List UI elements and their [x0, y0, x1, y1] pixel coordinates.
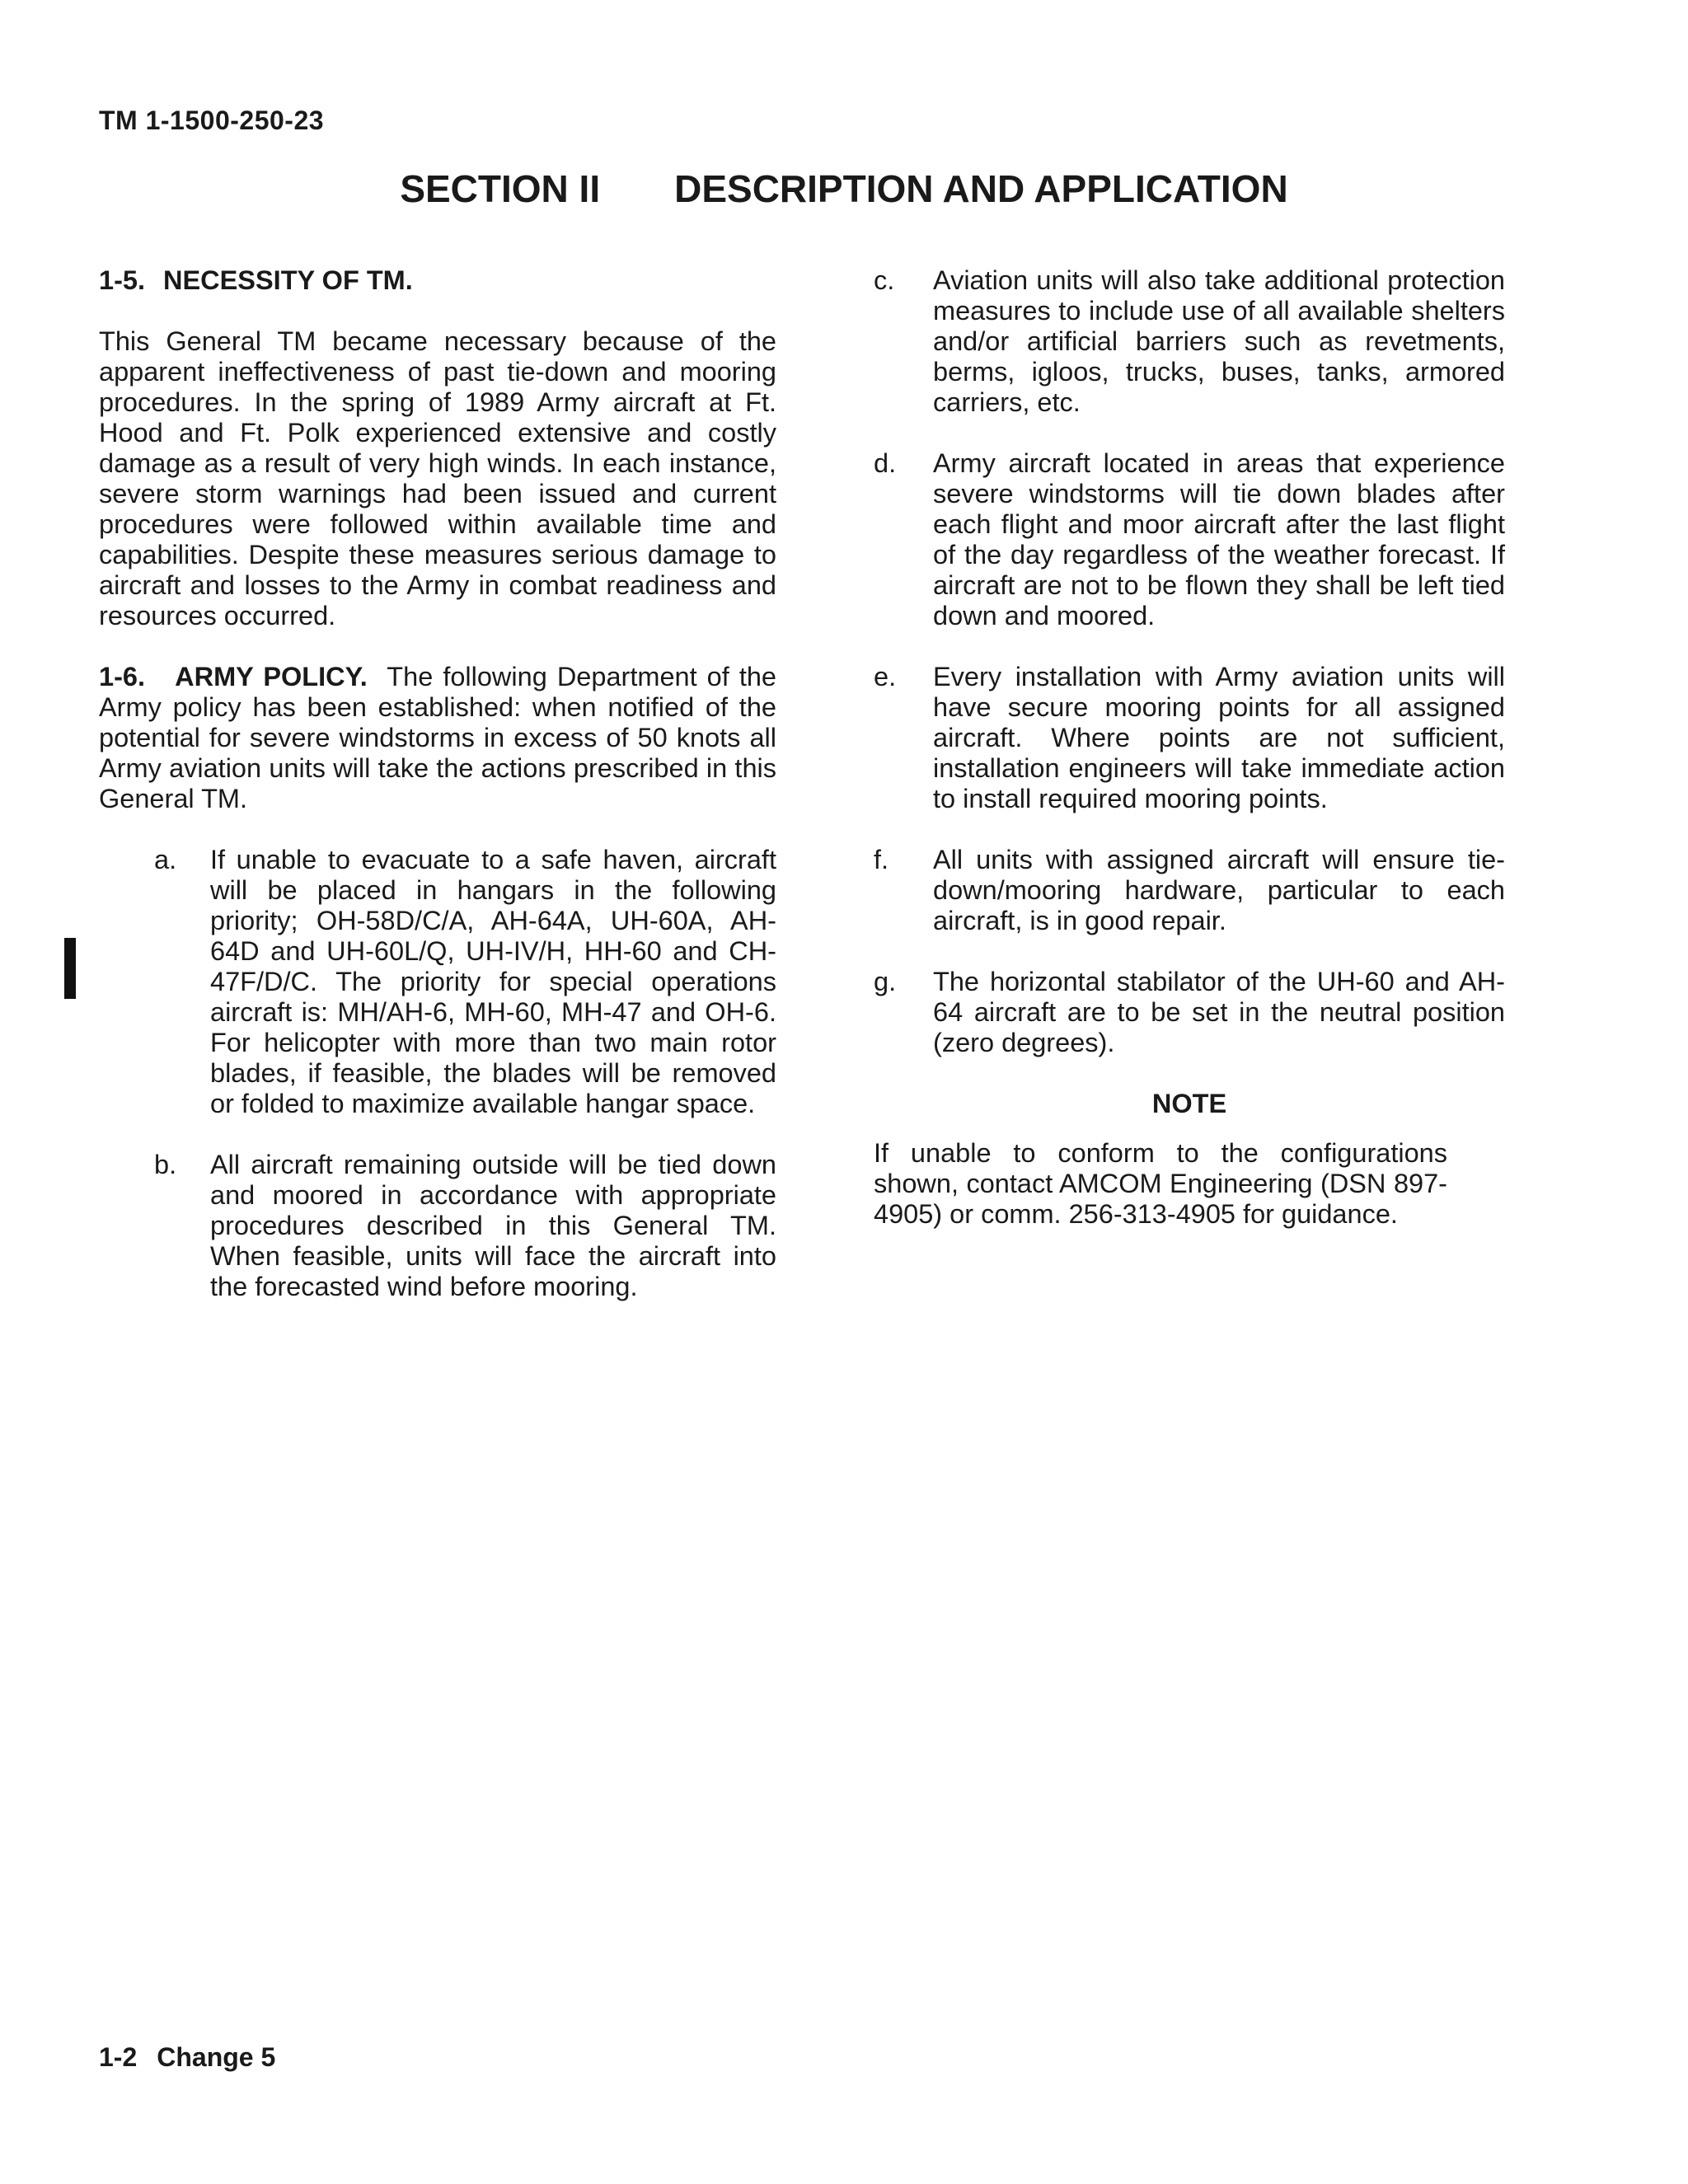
note-body: If unable to conform to the configurations shown, contact AMCOM Engineering (DSN 897-4905) or comm. 256-313-4905 for guidance.	[874, 1138, 1447, 1229]
list-item-text: If unable to evacuate to a safe haven, aircraft will be placed in hangars in the following priority; OH-58D/C/A, AH-64A, UH-60A, AH-64D and UH-60L/Q, UH-IV/H, HH-60 and CH-47F/D/C. The priority for special operations aircraft is: MH/AH-6, MH-60, MH-47 and OH-6. For helicopter with more than two main rotor blades, if feasible, the blades will be removed or folded to maximize available hangar space.	[210, 845, 776, 1118]
section-heading: DESCRIPTION AND APPLICATION	[674, 167, 1288, 210]
list-item-c	[874, 265, 1505, 418]
list-item-d	[874, 448, 1505, 631]
list-item-label: e.	[874, 662, 897, 691]
list-item-b	[99, 1150, 776, 1302]
list-item-text: All aircraft remaining outside will be tied down and moored in accordance with appropriate procedures described in this General TM. When feasible, units will face the aircraft into the forecasted wind before mooring.	[210, 1150, 776, 1301]
left-column	[99, 265, 776, 1302]
list-item-label: b.	[154, 1150, 177, 1179]
list-item-e	[874, 662, 1505, 814]
list-item-label: a.	[154, 845, 177, 874]
list-item-text: All units with assigned aircraft will ensure tie-down/mooring hardware, particular to each aircraft, is in good repair.	[933, 845, 1505, 935]
paragraph-title: ARMY POLICY.	[175, 662, 368, 691]
paragraph-title: NECESSITY OF TM.	[163, 265, 413, 295]
paragraph-number: 1-6.	[99, 662, 146, 691]
list-item-label: d.	[874, 448, 897, 478]
paragraph-1-5-heading	[99, 265, 776, 296]
list-item-a	[99, 845, 776, 1119]
list-item-text: Army aircraft located in areas that experience severe windstorms will tie down blades after each flight and moor aircraft after the last flight of the day regardless of the weather forecast. If aircraft are not to be flown they shall be left tied down and moored.	[933, 448, 1505, 630]
list-item-label: g.	[874, 967, 897, 996]
note-heading: NOTE	[1151, 1089, 1227, 1118]
page-footer	[99, 2042, 275, 2073]
page-number: 1-2	[99, 2042, 138, 2072]
paragraph-1-5-body: This General TM became necessary because of the apparent ineffectiveness of past tie-down and mooring procedures. In the spring of 1989 Army aircraft at Ft. Hood and Ft. Polk experienced extensive and costly damage as a result of very high winds. In each instance, severe storm warnings had been issued and current procedures were followed within available time and capabilities. Despite these measures serious damage to aircraft and losses to the Army in combat readiness and resources occurred.	[99, 326, 776, 630]
list-item-text: The horizontal stabilator of the UH-60 and AH-64 aircraft are to be set in the neutral position (zero degrees).	[933, 967, 1505, 1057]
list-item-text: Aviation units will also take additional protection measures to include use of all available shelters and/or artificial barriers such as revetments, berms, igloos, trucks, buses, tanks, armored carriers, etc.	[933, 265, 1505, 417]
list-item-label: c.	[874, 265, 895, 295]
right-column	[874, 265, 1505, 1230]
paragraph-number: 1-5.	[99, 265, 146, 295]
list-item-g	[874, 967, 1505, 1058]
paragraph-1-6-body: The following Department of the Army policy has been established: when notified of the potential for severe windstorms in excess of 50 knots all Army aviation units will take the actions prescribed in this General TM.	[99, 662, 777, 813]
paragraph-1-6	[99, 662, 776, 814]
section-title	[0, 166, 1688, 211]
change-bar	[64, 938, 76, 999]
change-number: Change 5	[157, 2042, 276, 2072]
document-number: TM 1-1500-250-23	[99, 105, 325, 135]
list-item-label: f.	[874, 845, 889, 874]
list-item-text: Every installation with Army aviation units will have secure mooring points for all assigned aircraft. Where points are not sufficient, installation engineers will take immediate action to install required mooring points.	[933, 662, 1505, 813]
section-label: SECTION II	[400, 167, 601, 210]
list-item-f	[874, 845, 1505, 936]
